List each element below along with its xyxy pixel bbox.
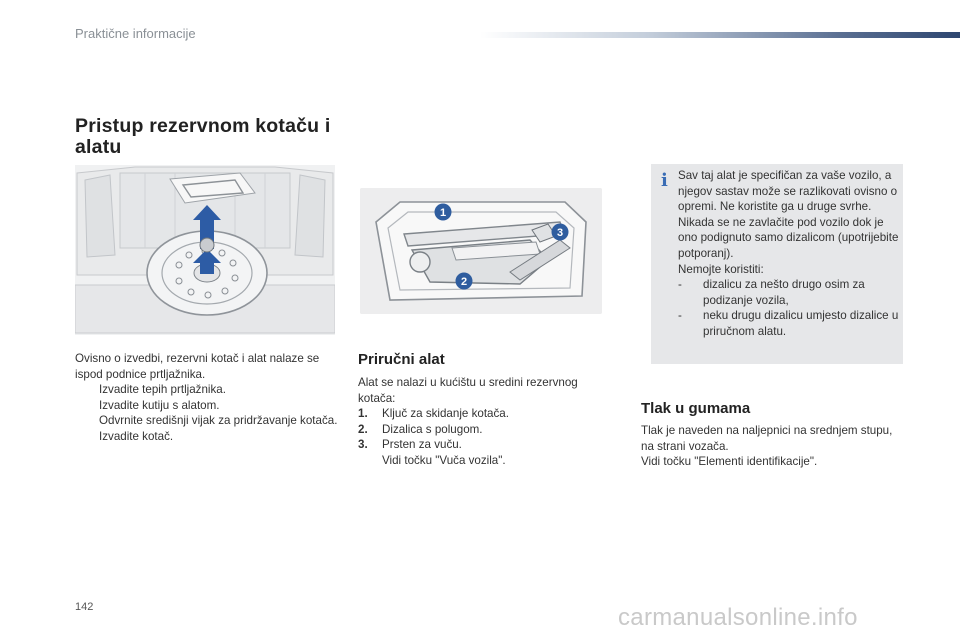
intro-text: Ovisno o izvedbi, rezervni kotač i alat nalaze se ispod podnice prtljažnika. [75,352,320,381]
step-text: Izvadite kutiju s alatom. [99,398,220,412]
pressure-reference: Vidi točku "Elementi identifikacije". [641,455,818,469]
page-number: 142 [75,601,94,613]
note-item-text: neku drugu dizalicu umjesto dizalice u priručnom alatu. [703,309,899,338]
tool-item [358,437,608,453]
spare-wheel-drawing [75,165,335,335]
tools-reference: Vidi točku "Vuča vozila". [382,453,506,467]
page-title-line-1: Pristup rezervnom kotaču i [75,115,331,137]
callout-1: 1 [439,207,447,219]
tools-list [358,406,608,453]
pressure-section [641,423,901,470]
info-icon: i [661,170,668,191]
step-item [75,398,340,414]
tools-text: Alat se nalazi u kućištu u sredini rezervnog kotača: [358,376,578,405]
tool-item [358,406,608,422]
callout-3: 3 [556,227,564,239]
step-item [75,382,340,398]
tool-item [358,422,608,438]
note-item [678,277,900,308]
dash-marker: - [678,278,682,292]
info-note-box [651,164,903,364]
page-title [75,116,345,158]
intro-steps [75,382,340,444]
tool-kit-illustration [360,188,602,314]
header-gradient-bar [480,32,960,38]
step-item [75,413,340,429]
section-header: Praktične informacije [75,26,196,41]
step-text: Izvadite kotač. [99,429,174,443]
tool-number: 1. [358,407,368,421]
page-title-line-2: alatu [75,136,122,158]
tools-section [358,375,608,469]
tools-heading: Priručni alat [358,351,445,368]
note-item [678,308,900,339]
note-item-text: dizalicu za nešto drugo osim za podizanje vozila, [703,278,865,307]
tool-label: Dizalica s polugom. [382,422,483,436]
step-text: Odvrnite središnji vijak za pridržavanje kotača. [99,414,338,428]
watermark: carmanualsonline.info [618,604,858,631]
callout-2: 2 [460,276,468,288]
step-text: Izvadite tepih prtljažnika. [99,383,226,397]
tool-label: Ključ za skidanje kotača. [382,407,509,421]
tool-number: 2. [358,422,368,436]
pressure-text: Tlak je naveden na naljepnici na srednjem stupu, na strani vozača. [641,424,893,453]
dash-marker: - [678,309,682,323]
tool-label: Prsten za vuču. [382,438,462,452]
note-paragraph-1: Sav taj alat je specifičan za vaše vozilo, a njegov sastav može se razlikovati ovisno o opremi. Ne koristite ga u druge svrhe. [678,169,898,214]
tool-kit-drawing [360,188,602,314]
note-paragraph-3: Nemojte koristiti: [678,262,764,276]
note-paragraph-2: Nikada se ne zavlačite pod vozilo dok je ono podignuto samo dizalicom (upotrijebite potporanj). [678,215,899,260]
spare-wheel-illustration [75,165,335,335]
tool-number: 3. [358,438,368,452]
intro-section [75,351,340,445]
step-item [75,429,340,445]
pressure-heading: Tlak u gumama [641,400,751,417]
info-note-text [678,168,900,340]
